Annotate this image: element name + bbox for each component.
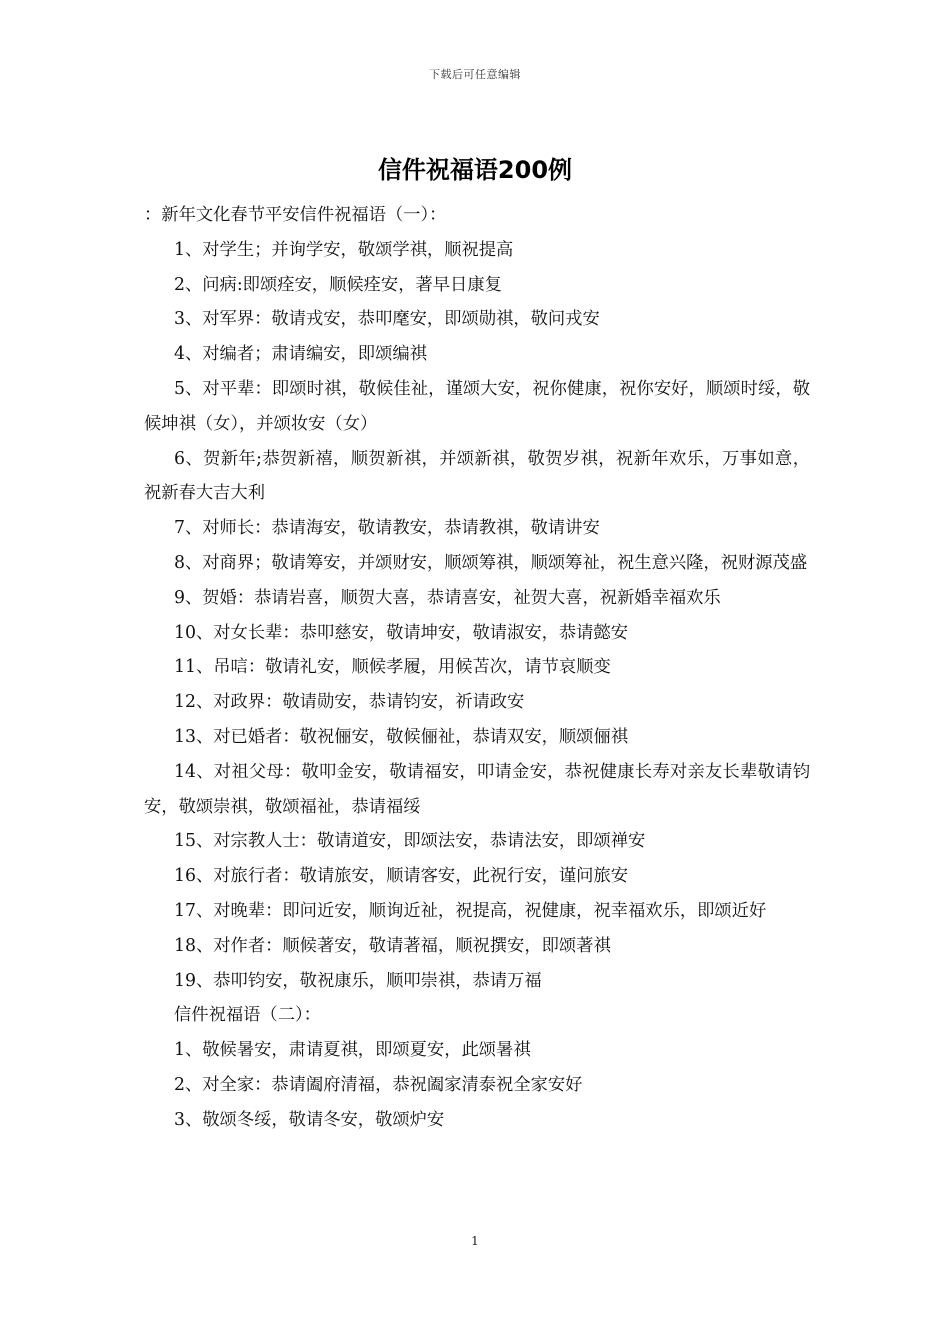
- paragraph: 5、对平辈：即颂时祺，敬候佳祉，谨颂大安，祝你健康，祝你安好，顺颂时绥，敬候坤祺（女），并颂妆安（女）: [144, 378, 810, 434]
- paragraph: 11、吊唁：敬请礼安，顺候孝履，用候苫次，请节哀顺变: [174, 657, 611, 678]
- paragraph: 14、对祖父母：敬叩金安，敬请福安，叩请金安，恭祝健康长寿对亲友长辈敬请钧安，敬颂崇祺，敬颂福祉，恭请福绥: [144, 761, 810, 817]
- paragraph: 3、对军界：敬请戎安，恭叩麾安，即颂勋祺，敬问戎安: [174, 309, 600, 330]
- paragraph: 2、对全家：恭请阖府清福，恭祝阖家清泰祝全家安好: [174, 1074, 583, 1095]
- paragraph: 6、贺新年;恭贺新禧，顺贺新祺，并颂新祺，敬贺岁祺，祝新年欢乐，万事如意，祝新春大吉大利: [144, 448, 810, 504]
- page-number: 1: [471, 1234, 479, 1248]
- paragraph: 16、对旅行者：敬请旅安，顺请客安，此祝行安，谨问旅安: [174, 866, 629, 887]
- section-heading: 信件祝福语（二）：: [174, 1005, 321, 1026]
- paragraph: 9、贺婚：恭请岩喜，顺贺大喜，恭请喜安，祉贺大喜，祝新婚幸福欢乐: [174, 587, 721, 608]
- document-body: [144, 198, 810, 1138]
- paragraph: 8、对商界；敬请筹安，并颂财安，顺颂筹祺，顺颂筹祉，祝生意兴隆，祝财源茂盛: [174, 552, 808, 573]
- paragraph: 7、对师长：恭请海安，敬请教安，恭请教祺，敬请讲安: [174, 518, 600, 539]
- paragraph: 13、对已婚者：敬祝俪安，敬候俪祉，恭请双安，顺颂俪祺: [174, 726, 629, 747]
- document-title: 信件祝福语200例: [377, 156, 573, 184]
- paragraph: 3、敬颂冬绥，敬请冬安，敬颂炉安: [174, 1109, 445, 1130]
- section-heading: ：新年文化春节平安信件祝福语（一）：: [144, 205, 447, 225]
- paragraph: 2、问病:即颂痊安，顺候痊安，著早日康复: [174, 274, 502, 295]
- paragraph: 1、敬候暑安，肃请夏祺，即颂夏安，此颂暑祺: [174, 1040, 531, 1061]
- paragraph: 4、对编者；肃请编安，即颂编祺: [174, 344, 427, 365]
- paragraph: 15、对宗教人士：敬请道安，即颂法安，恭请法安，即颂禅安: [174, 831, 646, 852]
- page-header: 下载后可任意编辑: [429, 68, 521, 81]
- paragraph: 17、对晚辈：即问近安，顺询近祉，祝提高，祝健康，祝幸福欢乐，即颂近好: [174, 900, 767, 921]
- paragraph: 10、对女长辈：恭叩慈安，敬请坤安，敬请淑安，恭请懿安: [174, 622, 629, 643]
- paragraph: 18、对作者：顺候著安，敬请著福，顺祝撰安，即颂著祺: [174, 935, 611, 956]
- paragraph: 12、对政界：敬请勋安，恭请钧安，祈请政安: [174, 692, 525, 713]
- paragraph: 19、恭叩钧安，敬祝康乐，顺叩崇祺，恭请万福: [174, 970, 542, 991]
- paragraph: 1、对学生；并询学安，敬颂学祺，顺祝提高: [174, 239, 514, 260]
